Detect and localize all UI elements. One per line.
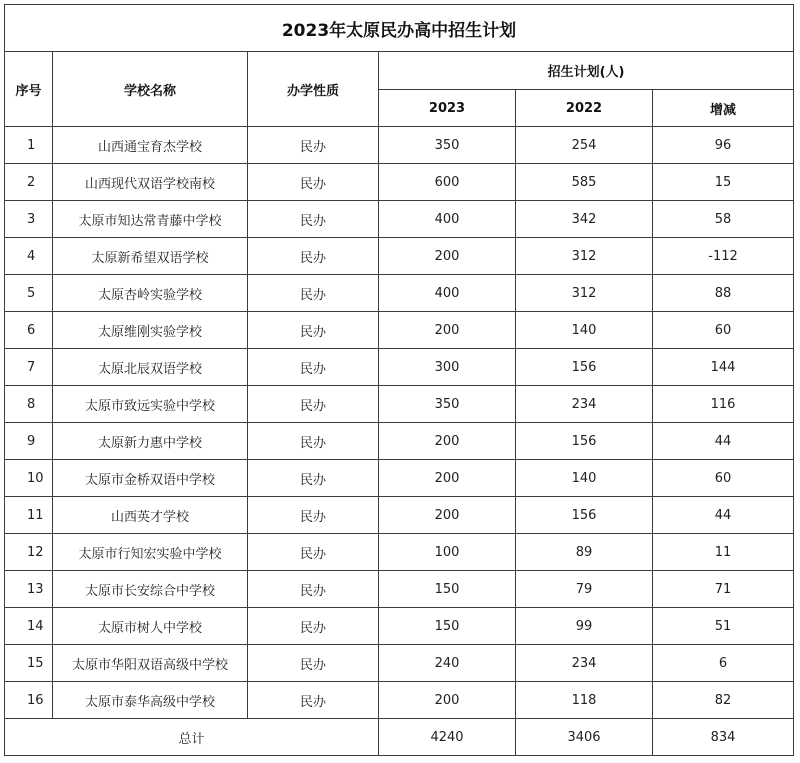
row-plan-change: 58 xyxy=(653,201,794,238)
row-plan-change: 44 xyxy=(653,497,794,534)
row-plan-change: 44 xyxy=(653,423,794,460)
row-index: 13 xyxy=(5,571,53,608)
row-school-nature: 民办 xyxy=(248,275,379,312)
table-row xyxy=(5,201,794,238)
enrollment-plan-table xyxy=(4,4,794,756)
total-2022: 3406 xyxy=(516,719,653,756)
row-index: 2 xyxy=(5,164,53,201)
row-index: 11 xyxy=(5,497,53,534)
table-row xyxy=(5,645,794,682)
row-plan-2022: 234 xyxy=(516,386,653,423)
row-plan-change: 6 xyxy=(653,645,794,682)
row-plan-2022: 234 xyxy=(516,645,653,682)
table-row xyxy=(5,682,794,719)
row-plan-2022: 140 xyxy=(516,460,653,497)
row-plan-2022: 156 xyxy=(516,423,653,460)
row-school-nature: 民办 xyxy=(248,127,379,164)
row-school-nature: 民办 xyxy=(248,608,379,645)
row-plan-2022: 156 xyxy=(516,497,653,534)
row-index: 5 xyxy=(5,275,53,312)
row-plan-2023: 200 xyxy=(379,682,516,719)
table-row xyxy=(5,312,794,349)
row-school-name: 山西现代双语学校南校 xyxy=(53,164,248,201)
table-row xyxy=(5,497,794,534)
row-plan-2022: 156 xyxy=(516,349,653,386)
row-plan-2022: 585 xyxy=(516,164,653,201)
table-row xyxy=(5,608,794,645)
row-index: 10 xyxy=(5,460,53,497)
total-label: 总计 xyxy=(5,719,379,756)
row-index: 8 xyxy=(5,386,53,423)
row-plan-2023: 300 xyxy=(379,349,516,386)
row-plan-2023: 600 xyxy=(379,164,516,201)
header-index: 序号 xyxy=(5,52,53,127)
table-row xyxy=(5,164,794,201)
row-index: 14 xyxy=(5,608,53,645)
row-plan-2022: 79 xyxy=(516,571,653,608)
row-index: 6 xyxy=(5,312,53,349)
row-index: 4 xyxy=(5,238,53,275)
row-school-nature: 民办 xyxy=(248,238,379,275)
enrollment-table-container xyxy=(4,4,793,756)
table-body xyxy=(5,127,794,719)
row-school-name: 山西通宝育杰学校 xyxy=(53,127,248,164)
row-school-nature: 民办 xyxy=(248,201,379,238)
row-index: 16 xyxy=(5,682,53,719)
row-plan-change: 96 xyxy=(653,127,794,164)
row-school-name: 太原市金桥双语中学校 xyxy=(53,460,248,497)
row-index: 3 xyxy=(5,201,53,238)
row-school-nature: 民办 xyxy=(248,682,379,719)
row-plan-2023: 350 xyxy=(379,386,516,423)
row-school-nature: 民办 xyxy=(248,164,379,201)
row-plan-2022: 140 xyxy=(516,312,653,349)
row-school-name: 太原市行知宏实验中学校 xyxy=(53,534,248,571)
row-plan-change: 88 xyxy=(653,275,794,312)
row-index: 7 xyxy=(5,349,53,386)
row-plan-2023: 150 xyxy=(379,608,516,645)
table-row xyxy=(5,386,794,423)
row-plan-2022: 254 xyxy=(516,127,653,164)
row-plan-2023: 350 xyxy=(379,127,516,164)
header-2023: 2023 xyxy=(379,90,516,127)
row-school-name: 太原市华阳双语高级中学校 xyxy=(53,645,248,682)
row-plan-2022: 312 xyxy=(516,238,653,275)
row-school-name: 太原北辰双语学校 xyxy=(53,349,248,386)
row-plan-2023: 240 xyxy=(379,645,516,682)
row-plan-2023: 200 xyxy=(379,423,516,460)
total-row xyxy=(5,719,794,756)
row-school-nature: 民办 xyxy=(248,571,379,608)
row-school-name: 太原新希望双语学校 xyxy=(53,238,248,275)
row-school-name: 太原杏岭实验学校 xyxy=(53,275,248,312)
row-plan-change: 60 xyxy=(653,460,794,497)
total-2023: 4240 xyxy=(379,719,516,756)
table-row xyxy=(5,275,794,312)
row-plan-change: 71 xyxy=(653,571,794,608)
row-index: 9 xyxy=(5,423,53,460)
row-school-nature: 民办 xyxy=(248,423,379,460)
row-school-nature: 民办 xyxy=(248,386,379,423)
row-plan-2022: 99 xyxy=(516,608,653,645)
table-title-row xyxy=(5,5,794,52)
row-plan-change: 11 xyxy=(653,534,794,571)
row-plan-2023: 200 xyxy=(379,497,516,534)
table-row xyxy=(5,460,794,497)
header-2022: 2022 xyxy=(516,90,653,127)
row-school-name: 太原维刚实验学校 xyxy=(53,312,248,349)
row-plan-2022: 118 xyxy=(516,682,653,719)
header-nature: 办学性质 xyxy=(248,52,379,127)
row-school-name: 太原市泰华高级中学校 xyxy=(53,682,248,719)
row-plan-change: 144 xyxy=(653,349,794,386)
row-index: 12 xyxy=(5,534,53,571)
row-plan-2023: 200 xyxy=(379,460,516,497)
row-plan-2023: 200 xyxy=(379,312,516,349)
table-row xyxy=(5,238,794,275)
row-plan-2023: 400 xyxy=(379,275,516,312)
row-plan-2023: 100 xyxy=(379,534,516,571)
row-plan-change: 82 xyxy=(653,682,794,719)
table-row xyxy=(5,127,794,164)
row-plan-change: 60 xyxy=(653,312,794,349)
row-plan-change: -112 xyxy=(653,238,794,275)
header-row-1 xyxy=(5,52,794,90)
row-school-name: 山西英才学校 xyxy=(53,497,248,534)
row-school-name: 太原新力惠中学校 xyxy=(53,423,248,460)
row-plan-2022: 342 xyxy=(516,201,653,238)
row-plan-change: 15 xyxy=(653,164,794,201)
row-school-name: 太原市致远实验中学校 xyxy=(53,386,248,423)
row-plan-change: 116 xyxy=(653,386,794,423)
row-plan-2022: 312 xyxy=(516,275,653,312)
row-school-name: 太原市长安综合中学校 xyxy=(53,571,248,608)
header-school: 学校名称 xyxy=(53,52,248,127)
row-index: 15 xyxy=(5,645,53,682)
row-plan-change: 51 xyxy=(653,608,794,645)
row-school-name: 太原市知达常青藤中学校 xyxy=(53,201,248,238)
row-school-nature: 民办 xyxy=(248,312,379,349)
table-row xyxy=(5,423,794,460)
row-plan-2023: 200 xyxy=(379,238,516,275)
row-school-name: 太原市树人中学校 xyxy=(53,608,248,645)
header-plan-group: 招生计划(人) xyxy=(379,52,794,90)
row-school-nature: 民办 xyxy=(248,534,379,571)
row-plan-2023: 150 xyxy=(379,571,516,608)
header-change: 增减 xyxy=(653,90,794,127)
table-title: 2023年太原民办高中招生计划 xyxy=(5,5,794,52)
row-plan-2022: 89 xyxy=(516,534,653,571)
row-school-nature: 民办 xyxy=(248,645,379,682)
row-school-nature: 民办 xyxy=(248,497,379,534)
table-row xyxy=(5,534,794,571)
table-row xyxy=(5,571,794,608)
row-school-nature: 民办 xyxy=(248,460,379,497)
row-school-nature: 民办 xyxy=(248,349,379,386)
row-plan-2023: 400 xyxy=(379,201,516,238)
row-index: 1 xyxy=(5,127,53,164)
table-row xyxy=(5,349,794,386)
total-change: 834 xyxy=(653,719,794,756)
